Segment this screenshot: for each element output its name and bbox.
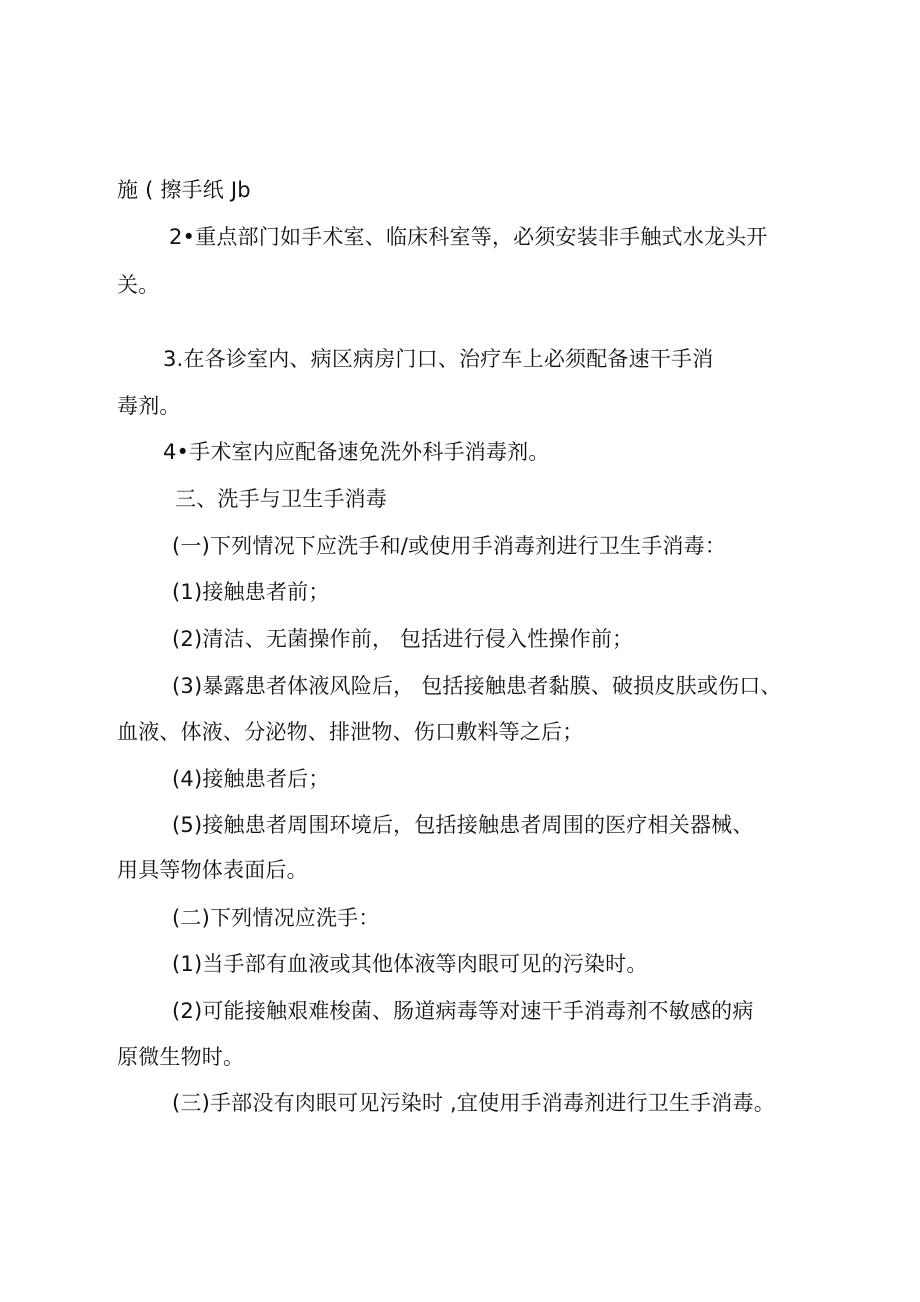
text-line-19: 原微生物时。	[117, 1045, 245, 1069]
text-line-17: (1)当手部有血液或其他体液等肉眼可见的污染时。	[172, 952, 648, 976]
text-line-6: 4•手术室内应配备速免洗外科手消毒剂。	[163, 440, 550, 464]
section-heading: 三、洗手与卫生手消毒	[175, 487, 387, 511]
text-line-12: 血液、体液、分泌物、排泄物、伤口敷料等之后；	[117, 720, 584, 744]
text-line-11: (3)暴露患者体液风险后， 包括接触患者黏膜、破损皮肤或伤口、	[172, 674, 782, 698]
subsection-heading-3: (三)手部没有肉眼可见污染时 ,宜使用手消毒剂进行卫生手消毒。	[172, 1091, 775, 1115]
text-line-9: (1)接触患者前；	[172, 580, 330, 604]
text-line-5: 毒剂。	[117, 394, 181, 418]
text-line-18: (2)可能接触艰难梭菌、肠道病毒等对速干手消毒剂不敏感的病	[172, 999, 754, 1023]
text-line-1: 施 ( 擦手纸 Jb	[117, 178, 251, 202]
subsection-heading-2: (二)下列情况应洗手：	[172, 906, 380, 930]
text-line-4: 3.在各诊室内、病区病房门口、治疗车上必须配备速干手消	[163, 347, 714, 371]
text-line-13: (4)接触患者后；	[172, 767, 330, 791]
text-line-10: (2)清洁、无菌操作前， 包括进行侵入性操作前；	[172, 627, 634, 651]
text-line-2: 2•重点部门如手术室、临床科室等，必须安装非手触式水龙头开	[169, 225, 768, 249]
text-line-3: 关。	[117, 273, 160, 297]
text-line-14: (5)接触患者周围环境后，包括接触患者周围的医疗相关器械、	[172, 813, 754, 837]
subsection-heading-1: (一)下列情况下应洗手和/或使用手消毒剂进行卫生手消毒：	[172, 534, 727, 558]
text-line-15: 用具等物体表面后。	[117, 858, 308, 882]
